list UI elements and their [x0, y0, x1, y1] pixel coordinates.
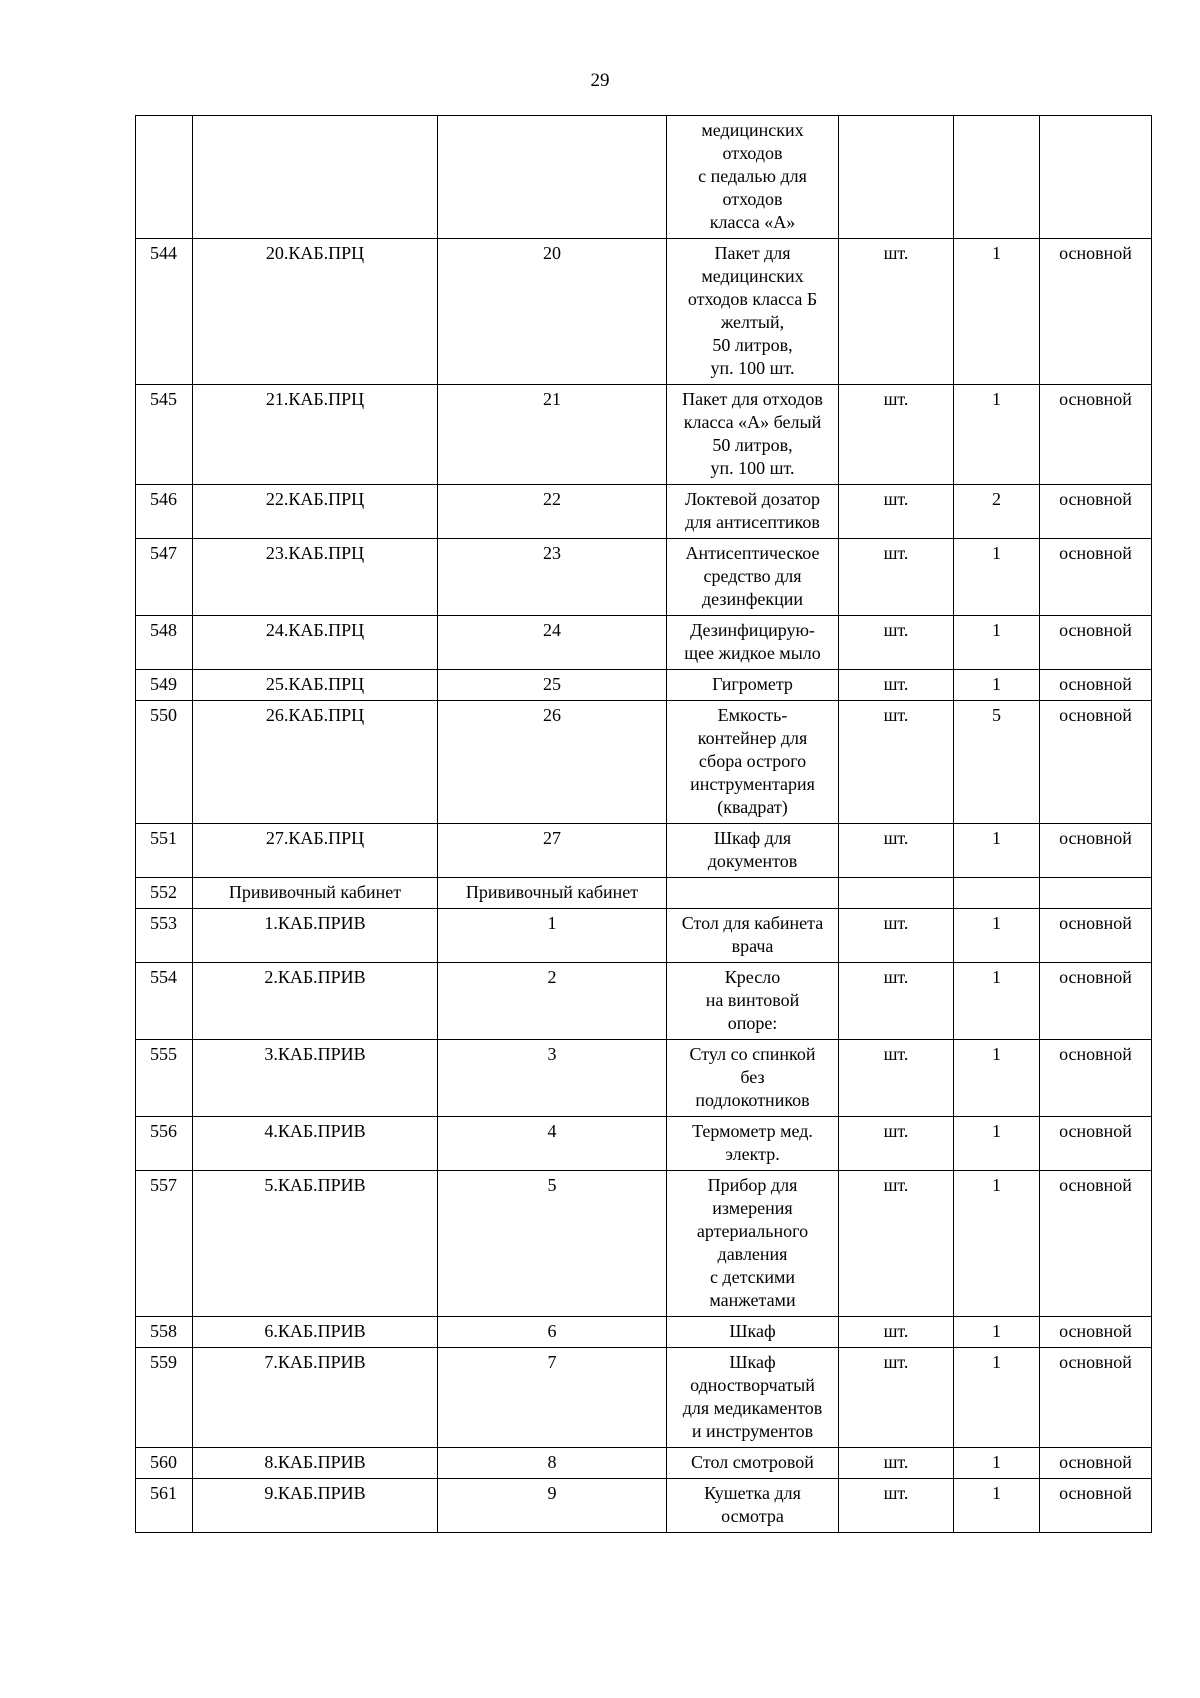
cell-name: Прибор для измерения артериального давления с детскими манжетами	[667, 1171, 839, 1317]
cell-type: основной	[1040, 1317, 1152, 1348]
cell-code: 21.КАБ.ПРЦ	[193, 385, 438, 485]
cell-type: основной	[1040, 1117, 1152, 1171]
cell-quantity: 1	[954, 239, 1040, 385]
cell-item-no: 20	[438, 239, 667, 385]
cell-name: Локтевой дозатор для антисептиков	[667, 485, 839, 539]
cell-unit: шт.	[839, 1348, 954, 1448]
cell-unit: шт.	[839, 701, 954, 824]
cell-quantity: 1	[954, 539, 1040, 616]
cell-number: 544	[136, 239, 193, 385]
cell-type: основной	[1040, 824, 1152, 878]
cell-number: 552	[136, 878, 193, 909]
cell-number: 547	[136, 539, 193, 616]
cell-quantity: 1	[954, 1448, 1040, 1479]
cell-unit: шт.	[839, 1317, 954, 1348]
cell-quantity: 1	[954, 1171, 1040, 1317]
cell-code	[193, 116, 438, 239]
cell-item-no: 22	[438, 485, 667, 539]
cell-code: 25.КАБ.ПРЦ	[193, 670, 438, 701]
cell-type: основной	[1040, 1448, 1152, 1479]
cell-quantity: 1	[954, 1117, 1040, 1171]
cell-type: основной	[1040, 385, 1152, 485]
cell-type: основной	[1040, 963, 1152, 1040]
cell-item-no: 8	[438, 1448, 667, 1479]
cell-item-no: 26	[438, 701, 667, 824]
cell-item-no: 6	[438, 1317, 667, 1348]
cell-item-no: 23	[438, 539, 667, 616]
cell-quantity: 2	[954, 485, 1040, 539]
cell-number: 560	[136, 1448, 193, 1479]
cell-item-no: 21	[438, 385, 667, 485]
cell-unit: шт.	[839, 1479, 954, 1533]
cell-code: 4.КАБ.ПРИВ	[193, 1117, 438, 1171]
cell-name: Термометр мед. электр.	[667, 1117, 839, 1171]
table-row	[136, 1448, 1152, 1479]
cell-quantity: 1	[954, 385, 1040, 485]
table-row	[136, 539, 1152, 616]
cell-number: 558	[136, 1317, 193, 1348]
cell-quantity: 1	[954, 1040, 1040, 1117]
cell-type	[1040, 116, 1152, 239]
cell-quantity	[954, 116, 1040, 239]
cell-unit: шт.	[839, 1040, 954, 1117]
cell-quantity: 1	[954, 670, 1040, 701]
cell-item-no: 25	[438, 670, 667, 701]
cell-name	[667, 878, 839, 909]
cell-item-no: 5	[438, 1171, 667, 1317]
table-row	[136, 963, 1152, 1040]
table-row	[136, 1040, 1152, 1117]
cell-code: 3.КАБ.ПРИВ	[193, 1040, 438, 1117]
cell-name: Кресло на винтовой опоре:	[667, 963, 839, 1040]
cell-type	[1040, 878, 1152, 909]
cell-name: Кушетка для осмотра	[667, 1479, 839, 1533]
cell-unit: шт.	[839, 1117, 954, 1171]
table-row	[136, 1171, 1152, 1317]
cell-unit	[839, 878, 954, 909]
cell-name: Стол смотровой	[667, 1448, 839, 1479]
cell-number	[136, 116, 193, 239]
table-row	[136, 616, 1152, 670]
table-row	[136, 1479, 1152, 1533]
equipment-table	[135, 115, 1152, 1533]
cell-item-no: 9	[438, 1479, 667, 1533]
cell-quantity: 1	[954, 909, 1040, 963]
cell-number: 556	[136, 1117, 193, 1171]
cell-quantity: 1	[954, 616, 1040, 670]
table-row	[136, 701, 1152, 824]
cell-item-no: 7	[438, 1348, 667, 1448]
table-row	[136, 1117, 1152, 1171]
cell-type: основной	[1040, 909, 1152, 963]
cell-quantity: 1	[954, 824, 1040, 878]
cell-item-no: 1	[438, 909, 667, 963]
cell-name: Гигрометр	[667, 670, 839, 701]
cell-item-no: 27	[438, 824, 667, 878]
cell-unit: шт.	[839, 670, 954, 701]
table-row	[136, 1317, 1152, 1348]
cell-name: Емкость- контейнер для сбора острого инструментария (квадрат)	[667, 701, 839, 824]
cell-code: 23.КАБ.ПРЦ	[193, 539, 438, 616]
cell-type: основной	[1040, 485, 1152, 539]
cell-number: 551	[136, 824, 193, 878]
cell-unit: шт.	[839, 539, 954, 616]
cell-number: 550	[136, 701, 193, 824]
cell-type: основной	[1040, 239, 1152, 385]
cell-name: Шкаф одностворчатый для медикаментов и инструментов	[667, 1348, 839, 1448]
cell-unit: шт.	[839, 1171, 954, 1317]
cell-unit: шт.	[839, 963, 954, 1040]
cell-name: Антисептическое средство для дезинфекции	[667, 539, 839, 616]
cell-code: 1.КАБ.ПРИВ	[193, 909, 438, 963]
cell-number: 545	[136, 385, 193, 485]
cell-number: 548	[136, 616, 193, 670]
table-row	[136, 878, 1152, 909]
cell-quantity: 1	[954, 1479, 1040, 1533]
cell-code: 20.КАБ.ПРЦ	[193, 239, 438, 385]
cell-code: 22.КАБ.ПРЦ	[193, 485, 438, 539]
cell-item-no: 3	[438, 1040, 667, 1117]
cell-number: 561	[136, 1479, 193, 1533]
cell-quantity: 1	[954, 963, 1040, 1040]
cell-name: Пакет для медицинских отходов класса Б желтый, 50 литров, уп. 100 шт.	[667, 239, 839, 385]
cell-quantity: 1	[954, 1348, 1040, 1448]
cell-unit: шт.	[839, 239, 954, 385]
cell-unit: шт.	[839, 385, 954, 485]
cell-number: 554	[136, 963, 193, 1040]
table-row	[136, 909, 1152, 963]
cell-name: Шкаф для документов	[667, 824, 839, 878]
table-row	[136, 485, 1152, 539]
table-row	[136, 1348, 1152, 1448]
cell-name: Дезинфицирую- щее жидкое мыло	[667, 616, 839, 670]
cell-unit: шт.	[839, 485, 954, 539]
table-row	[136, 239, 1152, 385]
cell-name: Стол для кабинета врача	[667, 909, 839, 963]
table-row	[136, 670, 1152, 701]
cell-number: 549	[136, 670, 193, 701]
cell-code: 9.КАБ.ПРИВ	[193, 1479, 438, 1533]
cell-code: 8.КАБ.ПРИВ	[193, 1448, 438, 1479]
cell-name: Шкаф	[667, 1317, 839, 1348]
cell-number: 553	[136, 909, 193, 963]
cell-number: 555	[136, 1040, 193, 1117]
cell-code: 27.КАБ.ПРЦ	[193, 824, 438, 878]
table-row	[136, 824, 1152, 878]
cell-quantity	[954, 878, 1040, 909]
cell-unit	[839, 116, 954, 239]
cell-quantity: 5	[954, 701, 1040, 824]
cell-code: 6.КАБ.ПРИВ	[193, 1317, 438, 1348]
table-row	[136, 116, 1152, 239]
cell-type: основной	[1040, 616, 1152, 670]
cell-name: медицинских отходов с педалью для отходов класса «А»	[667, 116, 839, 239]
cell-number: 559	[136, 1348, 193, 1448]
cell-unit: шт.	[839, 616, 954, 670]
cell-unit: шт.	[839, 1448, 954, 1479]
cell-code: 5.КАБ.ПРИВ	[193, 1171, 438, 1317]
cell-name: Стул со спинкой без подлокотников	[667, 1040, 839, 1117]
cell-number: 557	[136, 1171, 193, 1317]
cell-code: 24.КАБ.ПРЦ	[193, 616, 438, 670]
cell-type: основной	[1040, 1479, 1152, 1533]
cell-type: основной	[1040, 1348, 1152, 1448]
cell-unit: шт.	[839, 909, 954, 963]
cell-name: Пакет для отходов класса «А» белый 50 литров, уп. 100 шт.	[667, 385, 839, 485]
cell-item-no: 2	[438, 963, 667, 1040]
cell-type: основной	[1040, 701, 1152, 824]
cell-code: Прививочный кабинет	[193, 878, 438, 909]
cell-code: 7.КАБ.ПРИВ	[193, 1348, 438, 1448]
cell-type: основной	[1040, 1040, 1152, 1117]
table-row	[136, 385, 1152, 485]
cell-type: основной	[1040, 539, 1152, 616]
cell-quantity: 1	[954, 1317, 1040, 1348]
cell-item-no: 24	[438, 616, 667, 670]
page-number: 29	[590, 70, 610, 91]
cell-type: основной	[1040, 670, 1152, 701]
cell-unit: шт.	[839, 824, 954, 878]
cell-type: основной	[1040, 1171, 1152, 1317]
cell-code: 26.КАБ.ПРЦ	[193, 701, 438, 824]
cell-item-no: Прививочный кабинет	[438, 878, 667, 909]
cell-item-no	[438, 116, 667, 239]
cell-item-no: 4	[438, 1117, 667, 1171]
cell-code: 2.КАБ.ПРИВ	[193, 963, 438, 1040]
cell-number: 546	[136, 485, 193, 539]
